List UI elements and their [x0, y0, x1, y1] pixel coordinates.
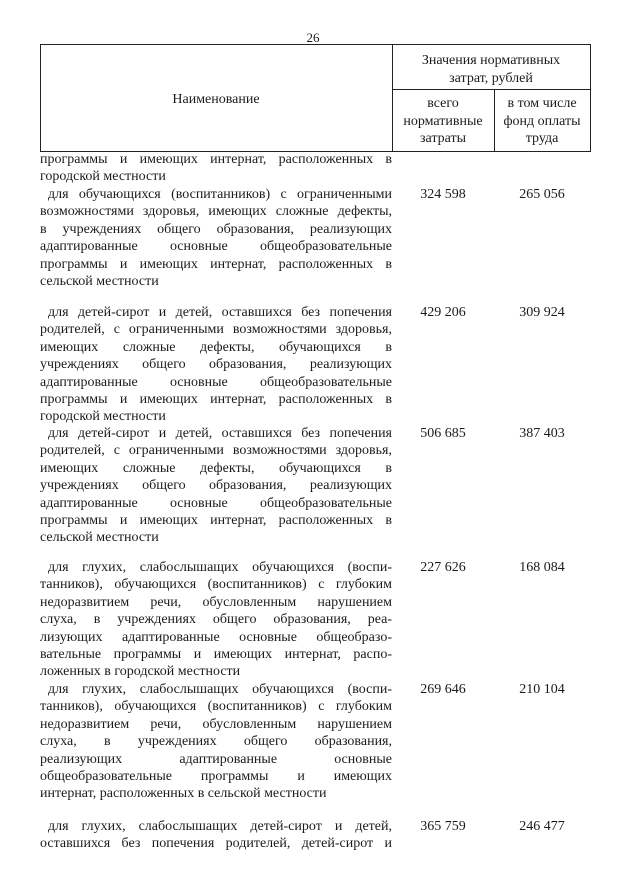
header-total-column: всего: [427, 96, 459, 111]
name-line: общеобразовательные программы и имеющих: [40, 768, 392, 784]
header-wage-column: труда: [525, 131, 559, 146]
name-line: программы и имеющих интернат, расположенных в: [40, 152, 392, 167]
page-number: 26: [306, 30, 320, 45]
name-line: городской местности: [40, 409, 166, 425]
name-line: слуха, в учреждениях общего образования, реа-: [40, 612, 392, 628]
name-line: адаптированные основные общеобразовательные: [40, 374, 392, 390]
header-divider-horizontal: [392, 89, 591, 90]
name-line: для детей-сирот и детей, оставшихся без попечения: [48, 426, 392, 441]
name-line: оставшихся без попечения родителей, детей-сирот и: [40, 836, 392, 852]
name-line: для глухих, слабослышащих обучающихся (воспи-: [48, 682, 392, 697]
name-line: городской местности: [40, 169, 166, 185]
total-cost-cell: 429 206: [420, 305, 466, 320]
name-line: программы и имеющих интернат, расположенных в: [40, 512, 392, 528]
name-line: танников), обучающихся (воспитанников) с глубоким: [40, 699, 392, 715]
name-line: лизующих адаптированные основные общеобразо-: [40, 629, 392, 645]
row-name: [40, 151, 392, 186]
name-line: программы и имеющих интернат, расположенных в: [40, 256, 392, 272]
total-cost-cell: 365 759: [420, 819, 466, 834]
total-cost-cell: 227 626: [420, 560, 466, 575]
name-line: адаптированные основные общеобразовательные: [40, 239, 392, 255]
header-values-group: затрат, рублей: [449, 71, 533, 86]
name-line: реализующих адаптированные основные: [40, 751, 392, 767]
name-line: адаптированные основные общеобразовательные: [40, 495, 392, 511]
wage-fund-cell: 210 104: [519, 682, 565, 697]
name-line: для глухих, слабослышащих обучающихся (воспи-: [48, 560, 392, 575]
wage-fund-cell: 246 477: [519, 819, 565, 834]
row-name: [40, 818, 392, 853]
name-line: ложенных в городской местности: [40, 664, 241, 680]
name-line: слуха, в учреждениях общего образования,: [40, 734, 392, 750]
header-values-group: Значения нормативных: [421, 53, 561, 68]
row-name: [40, 425, 392, 547]
header-total-column: затраты: [419, 131, 467, 146]
name-line: родителей, с ограниченными возможностями здоровья,: [40, 443, 392, 459]
name-line: для обучающихся (воспитанников) с ограниченными: [48, 187, 392, 202]
name-line: интернат, расположенных в сельской местности: [40, 786, 327, 802]
header-total-column: нормативные: [403, 114, 483, 129]
wage-fund-cell: 387 403: [519, 426, 565, 441]
name-line: в учреждениях общего образования, реализующих: [40, 221, 392, 237]
total-cost-cell: 506 685: [420, 426, 466, 441]
row-name: [40, 186, 392, 290]
name-line: сельской местности: [40, 273, 159, 289]
name-line: недоразвитием речи, обусловленным нарушением: [40, 716, 392, 732]
header-wage-column: в том числе: [507, 96, 577, 111]
name-line: для детей-сирот и детей, оставшихся без попечения: [48, 305, 392, 320]
name-line: возможностями здоровья, имеющих сложные дефекты,: [40, 204, 392, 220]
wage-fund-cell: 265 056: [519, 187, 565, 202]
header-wage-column: фонд оплаты: [503, 114, 581, 129]
name-line: недоразвитием речи, обусловленным нарушением: [40, 594, 392, 610]
name-line: родителей, с ограниченными возможностями здоровья,: [40, 322, 392, 338]
header-name-column: Наименование: [172, 92, 260, 107]
total-cost-cell: 269 646: [420, 682, 466, 697]
total-cost-cell: 324 598: [420, 187, 466, 202]
name-line: сельской местности: [40, 530, 159, 546]
name-line: для глухих, слабослышащих детей-сирот и детей,: [48, 819, 392, 834]
name-line: программы и имеющих интернат, расположенных в: [40, 391, 392, 407]
name-line: учреждениях общего образования, реализующих: [40, 478, 392, 494]
name-line: имеющих сложные дефекты, обучающихся в: [40, 460, 392, 476]
wage-fund-cell: 309 924: [519, 305, 565, 320]
name-line: учреждениях общего образования, реализующих: [40, 357, 392, 373]
row-name: [40, 304, 392, 426]
wage-fund-cell: 168 084: [519, 560, 565, 575]
row-name: [40, 559, 392, 681]
row-name: [40, 681, 392, 803]
name-line: имеющих сложные дефекты, обучающихся в: [40, 339, 392, 355]
name-line: вательные программы и имеющих интернат, распо-: [40, 646, 392, 662]
name-line: танников), обучающихся (воспитанников) с глубоким: [40, 577, 392, 593]
